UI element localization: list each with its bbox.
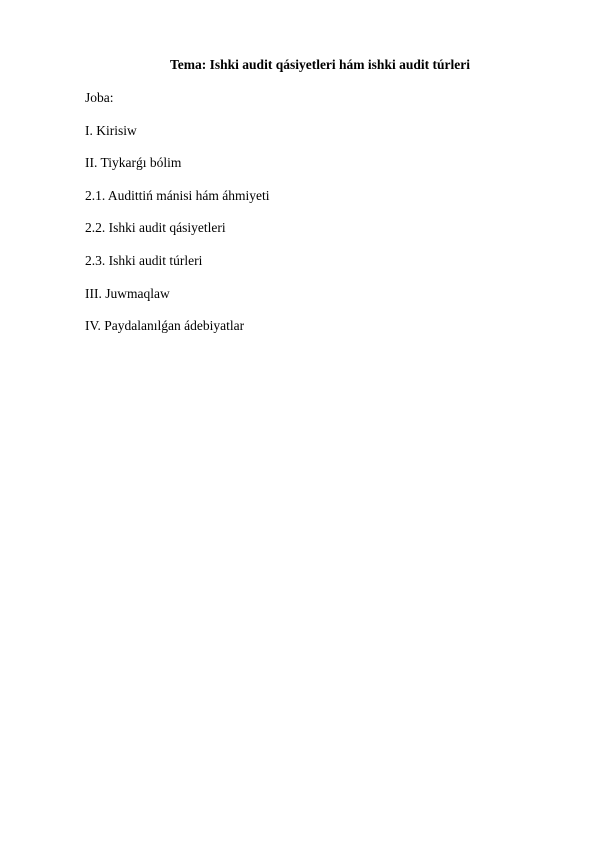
document-title: Tema: Ishki audit qásiyetleri hám ishki audit túrleri bbox=[170, 57, 470, 72]
plan-item-2-3: 2.3. Ishki audit túrleri bbox=[85, 252, 203, 268]
plan-list bbox=[85, 89, 270, 350]
plan-item-references: IV. Paydalanılǵan ádebiyatlar bbox=[85, 318, 245, 334]
plan-item-2-2: 2.2. Ishki audit qásiyetleri bbox=[85, 220, 226, 236]
plan-heading: Joba: bbox=[85, 90, 114, 105]
plan-item-conclusion: III. Juwmaqlaw bbox=[85, 285, 170, 301]
plan-item-2-1: 2.1. Audittiń mánisi hám áhmiyeti bbox=[85, 187, 270, 203]
plan-item-main-part: II. Tiykarǵı bólim bbox=[85, 155, 182, 171]
plan-item-intro: I. Kirisiw bbox=[85, 122, 137, 138]
